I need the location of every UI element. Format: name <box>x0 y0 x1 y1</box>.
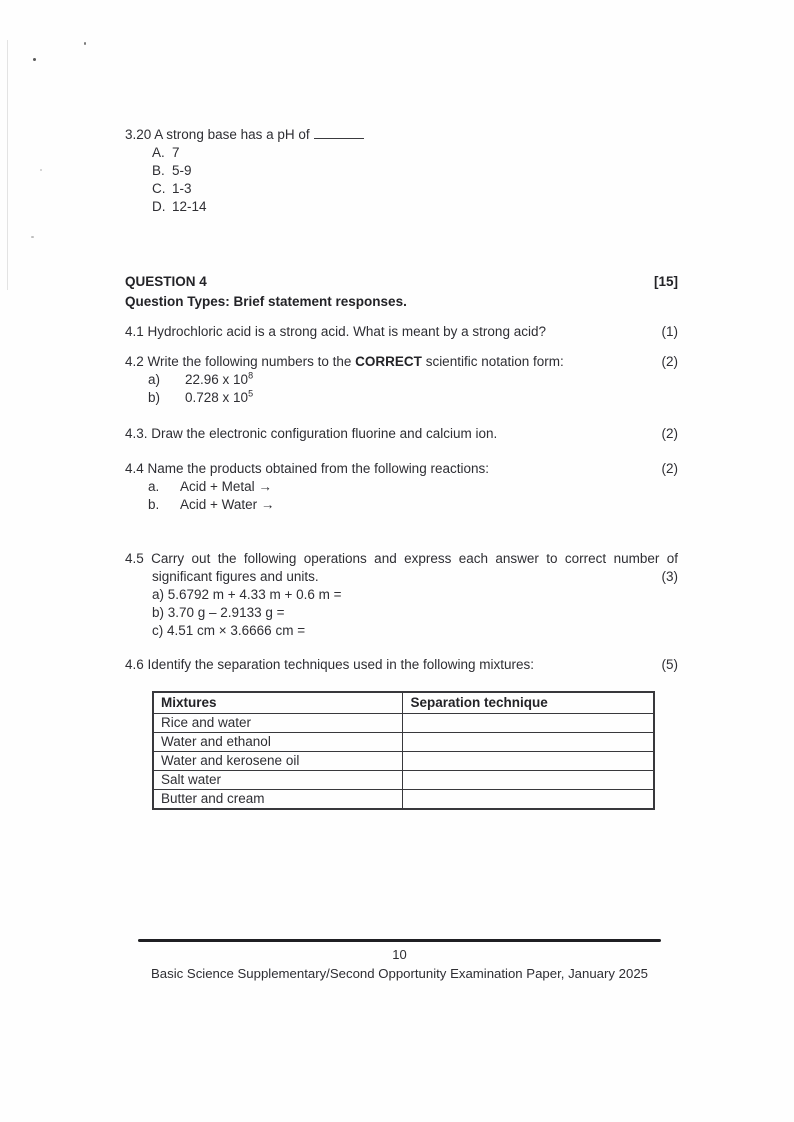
option-c <box>152 180 678 198</box>
operation-a: a) 5.6792 m + 4.33 m + 0.6 m = <box>152 587 342 602</box>
scan-artifact <box>33 58 36 61</box>
question-number: 3.20 <box>125 127 152 142</box>
technique-cell <box>403 732 654 751</box>
mixture-cell: Salt water <box>153 770 403 789</box>
scan-artifact <box>7 40 8 290</box>
question-4-2-items <box>148 371 678 407</box>
technique-cell <box>403 751 654 770</box>
exponent: 8 <box>248 370 254 381</box>
question-4-5 <box>125 550 678 640</box>
scan-artifact <box>31 236 34 238</box>
question-3-20 <box>125 126 678 144</box>
question-text-line1: 4.5 Carry out the following operations and express each answer to correct number of <box>125 551 678 566</box>
question-4-5-items <box>152 586 678 640</box>
exponent: 5 <box>248 388 254 399</box>
technique-cell <box>403 770 654 789</box>
header-separation-technique: Separation technique <box>403 692 654 713</box>
sub-item-b: b) 0.728 x $10^5$ <box>148 388 254 405</box>
marks-4-5: (3) <box>661 569 678 584</box>
number-value: 22.96 x $10^8$ <box>185 370 254 387</box>
option-letter: A. <box>152 145 165 160</box>
page-footer <box>138 939 661 983</box>
header-mixtures: Mixtures <box>153 692 403 713</box>
mixture-cell: Rice and water <box>153 713 403 732</box>
answer-blank-line <box>314 127 364 139</box>
question-4-6 <box>125 656 678 674</box>
sub-item-a: a. Acid + Metal → <box>148 479 272 494</box>
sub-item-b: b. Acid + Water → <box>148 497 275 512</box>
question-types-subtitle: Question Types: Brief statement responses. <box>125 294 407 309</box>
question-4-2 <box>125 353 678 371</box>
table-row <box>153 751 654 770</box>
scan-artifact <box>40 169 42 171</box>
question4-title: QUESTION 4 <box>125 274 207 289</box>
question-4-3 <box>125 425 678 443</box>
separation-table <box>152 691 655 810</box>
question-text-line2: significant figures and units. (3) <box>152 569 678 584</box>
operation-b: b) 3.70 g – 2.9133 g = <box>152 605 285 620</box>
marks-4-4: (2) <box>661 461 678 476</box>
question-4-1 <box>125 323 678 341</box>
question-text: A strong base has a pH of <box>154 127 310 142</box>
question-4-4-items <box>148 478 678 514</box>
emphasis-correct: CORRECT <box>355 354 422 369</box>
question-text: 4.2 Write the following numbers to the CORRECT scientific notation form: <box>125 354 564 369</box>
reaction-text: Acid + Metal → <box>180 479 272 494</box>
page-number: 10 <box>392 946 407 962</box>
table-row <box>153 789 654 809</box>
operation-c: c) 4.51 cm × 3.6666 cm = <box>152 623 306 638</box>
option-letter: B. <box>152 163 165 178</box>
marks-4-3: (2) <box>661 426 678 441</box>
mixture-cell: Water and kerosene oil <box>153 751 403 770</box>
footer-title: Basic Science Supplementary/Second Opportunity Examination Paper, January 2025 <box>150 965 649 981</box>
page-content <box>125 126 678 810</box>
question-text: 4.1 Hydrochloric acid is a strong acid. What is meant by a strong acid? <box>125 324 546 339</box>
sub-item-a: a) 22.96 x $10^8$ <box>148 370 254 387</box>
table-row <box>153 713 654 732</box>
number-value: 0.728 x $10^5$ <box>185 388 254 405</box>
option-a <box>152 144 678 162</box>
footer-divider <box>138 939 661 942</box>
option-letter: D. <box>152 199 166 214</box>
option-b <box>152 162 678 180</box>
table-row <box>153 732 654 751</box>
reaction-text: Acid + Water → <box>180 497 275 512</box>
technique-cell <box>403 789 654 809</box>
marks-4-2: (2) <box>661 354 678 369</box>
option-d <box>152 198 678 216</box>
question-text: 4.4 Name the products obtained from the following reactions: <box>125 461 489 476</box>
option-letter: C. <box>152 181 166 196</box>
question4-total-marks: [15] <box>653 274 678 289</box>
question4-header <box>125 273 678 291</box>
question-text: 4.3. Draw the electronic configuration fluorine and calcium ion. <box>125 426 498 441</box>
mc-options <box>152 144 678 216</box>
technique-cell <box>403 713 654 732</box>
option-text: 1-3 <box>172 181 192 196</box>
option-text: 5-9 <box>172 163 192 178</box>
marks-4-1: (1) <box>661 324 678 339</box>
marks-4-6: (5) <box>661 657 678 672</box>
option-text: 7 <box>172 145 180 160</box>
mixture-cell: Water and ethanol <box>153 732 403 751</box>
option-text: 12-14 <box>172 199 207 214</box>
question-text: 4.6 Identify the separation techniques used in the following mixtures: <box>125 657 535 672</box>
scan-artifact <box>84 42 86 45</box>
table-row <box>153 770 654 789</box>
question-4-4 <box>125 460 678 478</box>
table-header-row <box>153 692 654 713</box>
mixture-cell: Butter and cream <box>153 789 403 809</box>
